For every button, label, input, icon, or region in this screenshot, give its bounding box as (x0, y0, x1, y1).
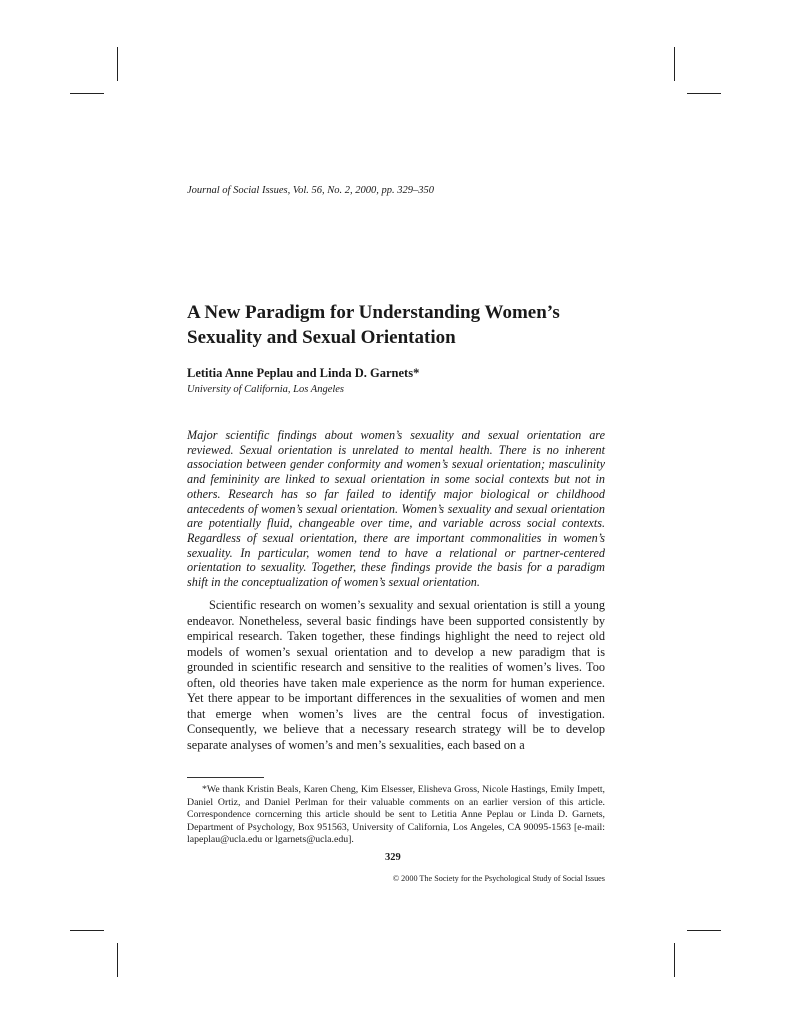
article-authors: Letitia Anne Peplau and Linda D. Garnets* (187, 366, 420, 380)
journal-citation: Journal of Social Issues, Vol. 56, No. 2, 2000, pp. 329–350 (187, 185, 435, 196)
copyright-notice: © 2000 The Society for the Psychological Study of Social Issues (392, 874, 605, 883)
footnote: *We thank Kristin Beals, Karen Cheng, Kim Elsesser, Elisheva Gross, Nicole Hastings, Emily Impett, Daniel Ortiz, and Daniel Perlman for their valuable comments on an earlier version of this article. Correspondence corncerning this article should be sent to Letitia Anne Peplau or Linda D. Garnets, Department of Psychology, Box 951563, University of California, Los Angeles, CA 90095-1563 [e-mail: lapeplau@ucla.edu or lgarnets@ucla.edu]. (187, 784, 605, 846)
crop-mark-top-left-horizontal (70, 93, 104, 94)
crop-mark-top-right-horizontal (687, 93, 721, 94)
article-title: A New Paradigm for Understanding Women’s Sexuality and Sexual Orientation (187, 302, 560, 348)
footnote-divider (187, 777, 264, 778)
crop-mark-bottom-right-horizontal (687, 930, 721, 931)
crop-mark-bottom-left-horizontal (70, 930, 104, 931)
body-paragraph: Scientific research on women’s sexuality and sexual orientation is still a young endeavor. Nonetheless, several basic findings have been supported consistently by empirical research. Taken together, these findings highlight the need to reject old models of women’s sexual orientation and to develop a new paradigm that is grounded in scientific research and sensitive to the realities of women’s lives. Too often, old theories have taken male experience as the norm for human experience. Yet there appear to be important differences in the sexualities of women and men that emerge when women’s lives are the central focus of investigation. Consequently, we believe that a necessary research strategy will be to develop separate analyses of women’s and men’s sexualities, each based on a (187, 598, 605, 752)
crop-mark-bottom-right-vertical (674, 943, 675, 977)
author-affiliation: University of California, Los Angeles (187, 384, 345, 395)
crop-mark-bottom-left-vertical (117, 943, 118, 977)
page-number: 329 (385, 852, 401, 863)
crop-mark-top-left-vertical (117, 47, 118, 81)
crop-mark-top-right-vertical (674, 47, 675, 81)
abstract: Major scientific findings about women’s sexuality and sexual orientation are reviewed. Sexual orientation is unrelated to mental health. There is no inherent association between gender conformity and women’s sexual orientation; masculinity and femininity are linked to sexual orientation in some social contexts but not in others. Research has so far failed to identify major biological or childhood antecedents of women’s sexual orientation. Women’s sexuality and sexual orientation are potentially fluid, changeable over time, and variable across social contexts. Regardless of sexual orientation, there are important commonalities in women’s sexuality. In particular, women tend to have a relational or partner-centered orientation to sexuality. Together, these findings provide the basis for a paradigm shift in the conceptualization of women’s sexual orientation. (187, 428, 605, 590)
